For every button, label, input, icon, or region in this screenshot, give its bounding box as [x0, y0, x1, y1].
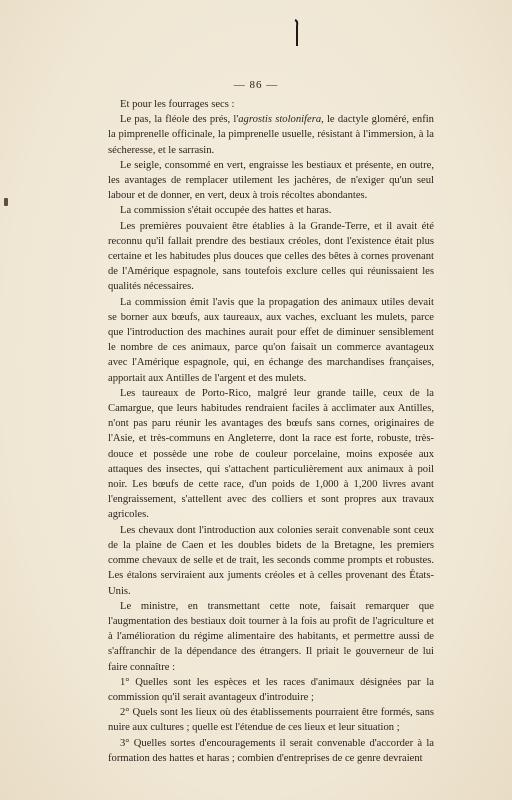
species-name: agrostis stolonifera — [238, 114, 322, 126]
paragraph: Le seigle, consommé en vert, engraisse les bestiaux et présente, en outre, les avantages de remplacer utilement les jachères, de n'exiger qu'un seul labour et de donner, en vert, deux à trois récoltes abondantes. — [108, 159, 434, 202]
ink-mark — [294, 18, 300, 48]
list-item: 2° Quels sont les lieux où des établissements pourraient être formés, sans nuire aux cultures ; quelle est l'étendue de ces lieux et leur situation ; — [108, 707, 434, 734]
paragraph: Les premières pouvaient être établies à la Grande-Terre, et il avait été reconnu qu'il fallait prendre des bestiaux créoles, dont l'existence était plus certaine et les habitudes plus douces que celles des bêtes à cornes provenant de l'Amérique espagnole, sans toutefois exclure celles qui réunissaient les qualités nécessaires. — [108, 220, 434, 293]
paragraph: La commission émit l'avis que la propagation des animaux utiles devait se borner aux bœufs, aux taureaux, aux vaches, excluant les mulets, parce que l'introduction des machines aurait pour effet de diminuer sensiblement le nombre de ces animaux, parce qu'on faisait un commerce avantageux avec l'Amérique espagnole, qui, en échange des marchandises françaises, apportait aux Antilles de l'argent et des mulets. — [108, 296, 434, 384]
paragraph: Le ministre, en transmettant cette note, faisait remarquer que l'augmentation des bestiaux doit tourner à la fois au profit de l'agriculture et à l'amélioration du régime alimentaire des habitants, et permettre aussi de s'affranchir de la dépendance des étrangers. Il priait le gouverneur de lui faire connaître : — [108, 600, 434, 673]
paragraph: Les taureaux de Porto-Rico, malgré leur grande taille, ceux de la Camargue, que leurs habitudes rendraient faciles à acclimater aux Antilles, n'ont pas paru réunir les avantages des bœufs sans cornes, originaires de l'Asie, et très-communs en Angleterre, dont la race est forte, robuste, très-douce et possède une robe de couleur porcelaine, moins exposée aux attaques des insectes, qui s'attachent particulièrement aux animaux à poil noir. Les bœufs de cette race, d'un poids de 1,000 à 1,200 livres avant l'engraissement, s'attellent avec des colliers et sont propres aux travaux agricoles. — [108, 387, 434, 521]
list-item: 1° Quelles sont les espèces et les races d'animaux désignées par la commission qu'il serait avantageux d'introduire ; — [108, 676, 434, 703]
page-number: — 86 — — [233, 79, 279, 91]
paragraph: La commission s'était occupée des hattes et haras. — [120, 205, 332, 217]
paragraph: Et pour les fourrages secs : — [120, 99, 235, 110]
paragraph: Les chevaux dont l'introduction aux colonies serait convenable sont ceux de la plaine de Caen et les doubles bidets de la Bretagne, les premiers comme chevaux de selle et de trait, les seconds comme prompts et robustes. Les étalons serviraient aux juments créoles et à celles provenant des États-Unis. — [108, 524, 434, 597]
paragraph: Le pas, la fléole des prés, l'agrostis stolonifera, le dactyle gloméré, enfin la pimprenelle officinale, la pimprenelle usuelle, résistant à l'immersion, à la sécheresse, et le sarrasin. — [108, 114, 434, 156]
body-text — [108, 97, 434, 766]
margin-mark — [4, 198, 8, 206]
list-item: 3° Quelles sortes d'encouragements il serait convenable d'accorder à la formation des hattes et haras ; combien d'entreprises de ce genre devraient — [108, 737, 434, 764]
